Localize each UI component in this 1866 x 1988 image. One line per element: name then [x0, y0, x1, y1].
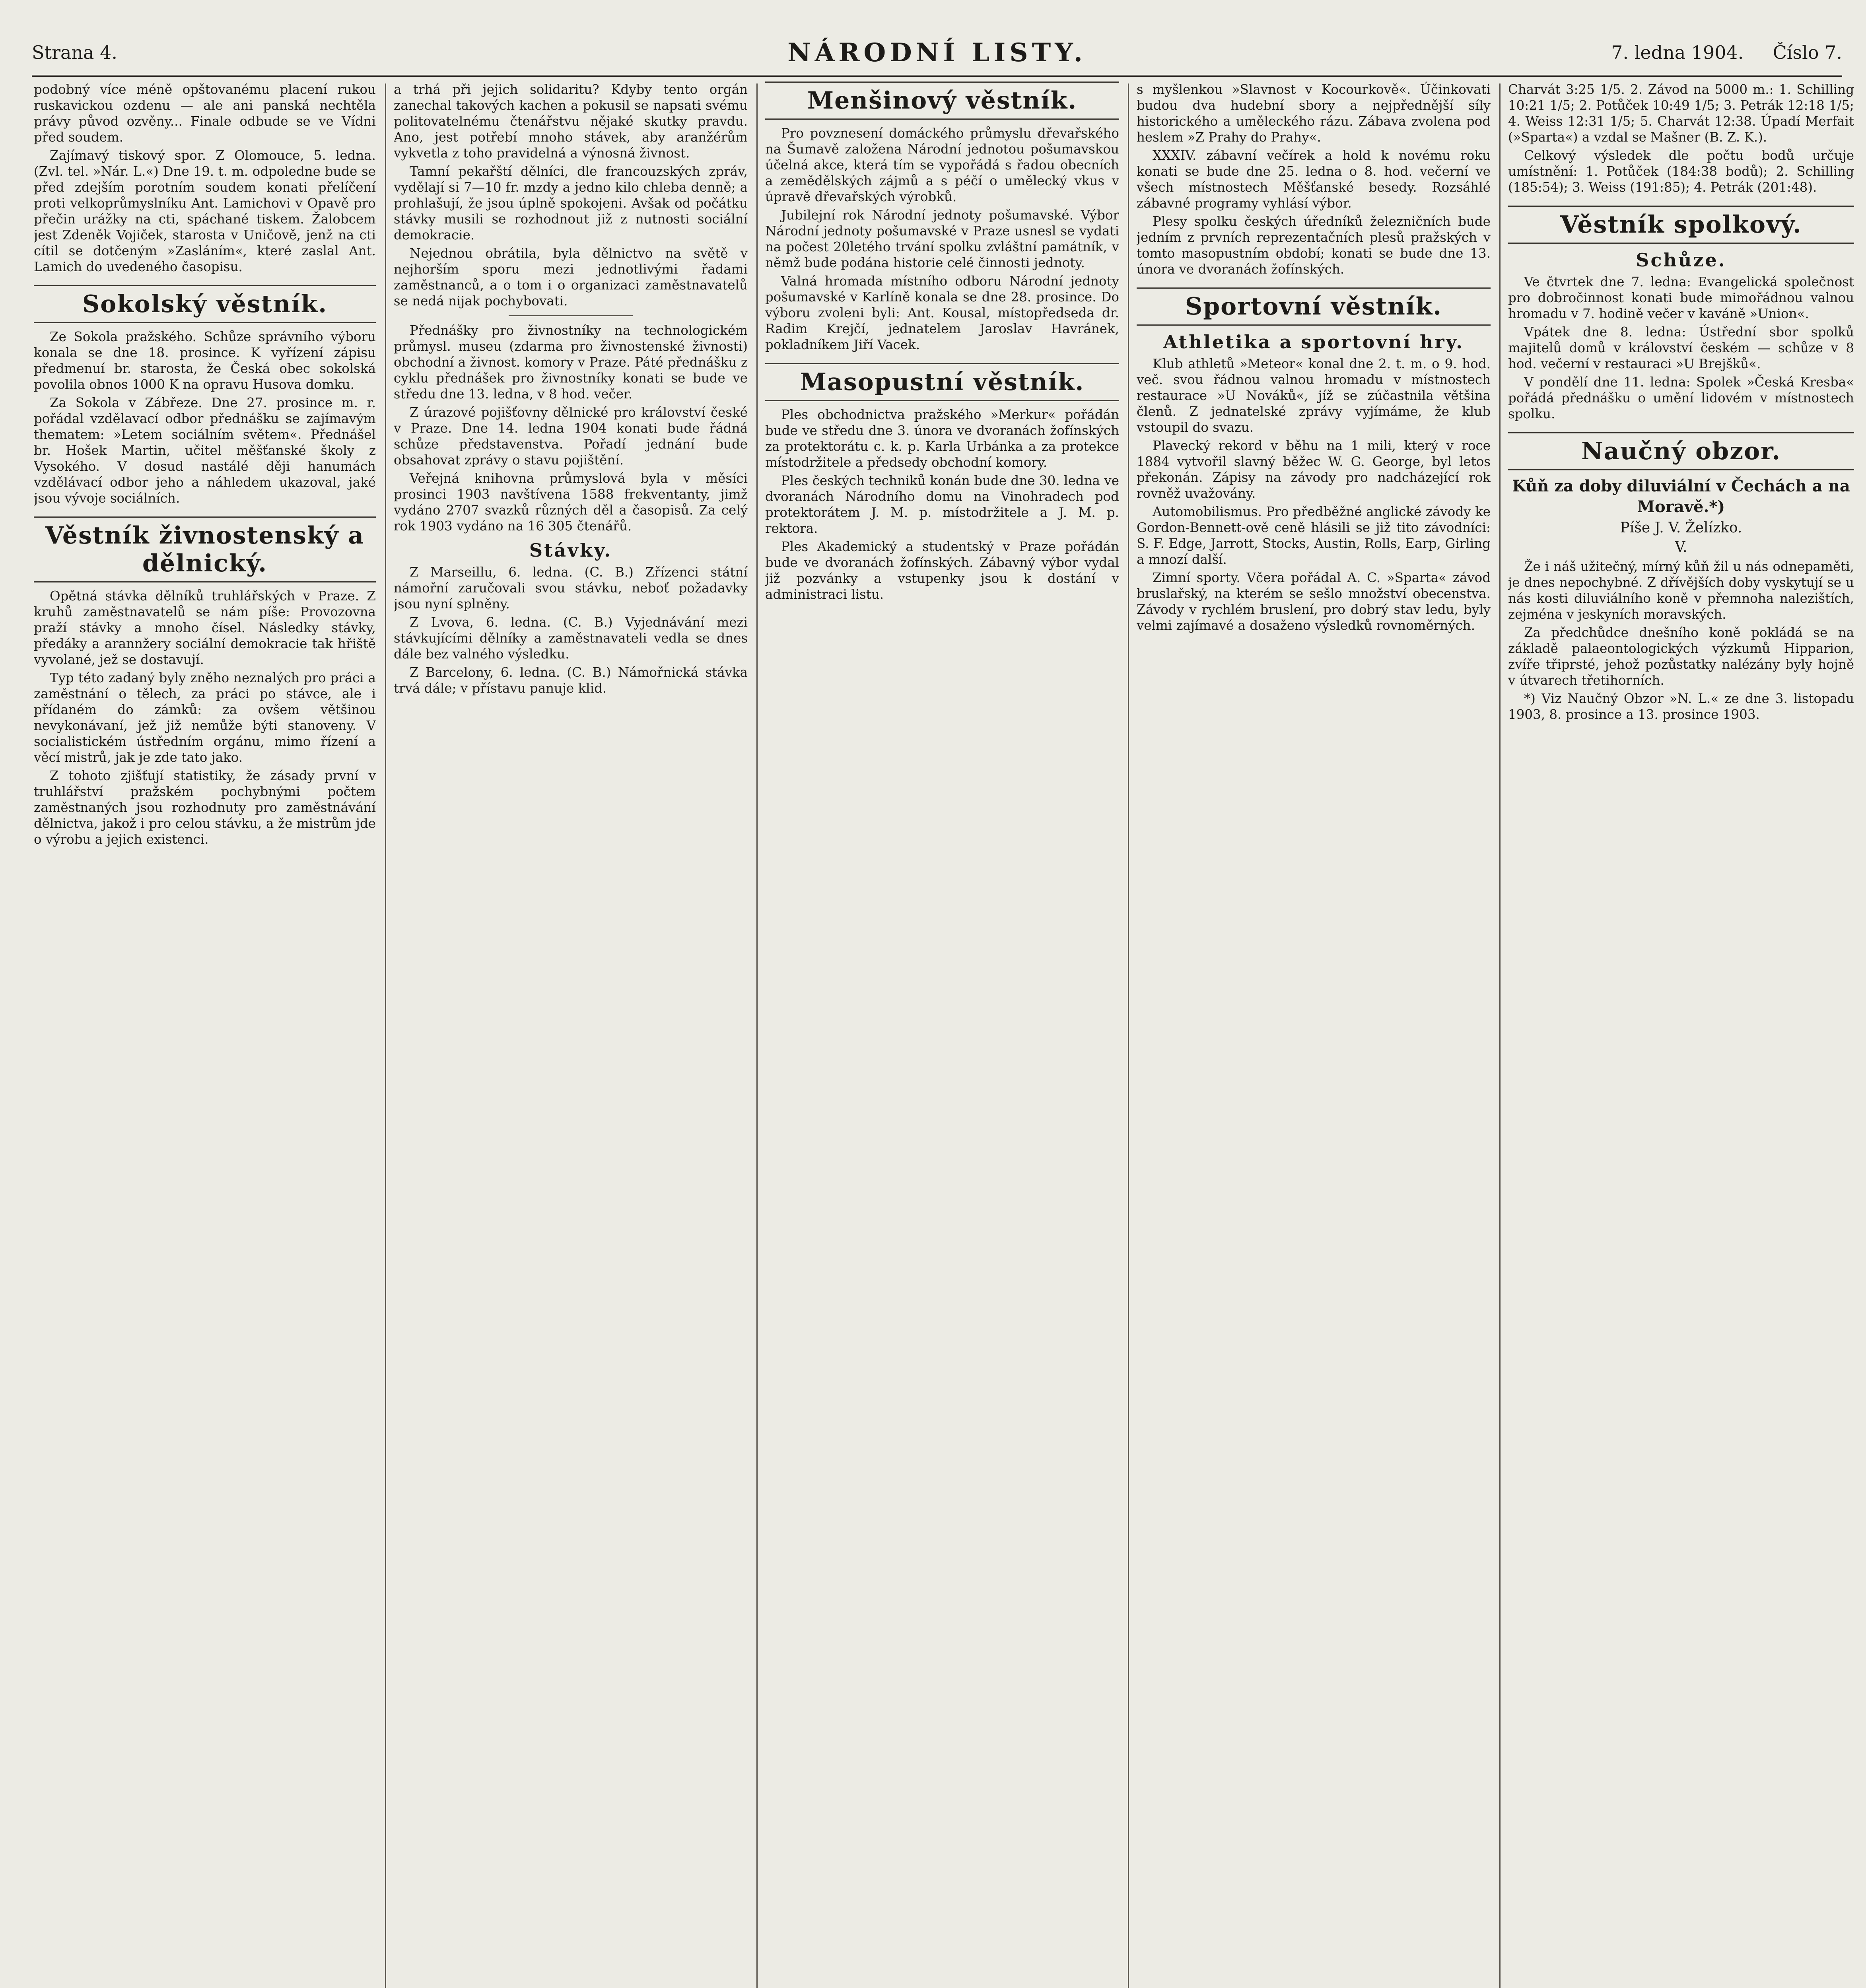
column-divider	[756, 83, 758, 1988]
article-paragraph: Zimní sporty. Včera pořádal A. C. »Sparta« závod bruslařský, na kterém se sešlo množství obecenstva. Závody v rychlém bruslení, pro dobrý stav ledu, byly velmi zajímavé a dosaženo výsledků rovnoměrných.	[1137, 570, 1491, 633]
article-footnote: *) Viz Naučný Obzor »N. L.« ze dne 3. listopadu 1903, 8. prosince a 13. prosince 1903.	[1508, 691, 1854, 722]
article-paragraph: Z Lvova, 6. ledna. (C. B.) Vyjednávání mezi stávkujícími dělníky a zaměstnavateli vedla se dnes dále bez valného výsledku.	[394, 615, 748, 662]
article-paragraph: Ze Sokola pražského. Schůze správního výboru konala se dne 18. prosince. K vyřízení zápisu předmenuí br. starosta, že Česká obec sokolská povolila obnos 1000 K na opravu Husova domku.	[34, 329, 376, 392]
article-paragraph: s myšlenkou »Slavnost v Kocourkově«. Účinkovati budou dva hudební sbory a nejpřednější síly historického a uměleckého rázu. Zábava zvolena pod heslem »Z Prahy do Prahy«.	[1137, 82, 1491, 145]
article-paragraph: Klub athletů »Meteor« konal dne 2. t. m. o 9. hod. več. svou řádnou valnou hromadu v místnostech restaurace »U Nováků«, jíž se zúčastnila většina členů. Z jednatelské zprávy vyjímáme, že klub vstoupil do svazu.	[1137, 356, 1491, 435]
column-2	[394, 82, 748, 1988]
article-paragraph: XXXIV. zábavní večírek a hold k novému roku konati se bude dne 25. ledna o 8. hod. večerní ve všech místnostech Měšťanské besedy. Rozsáhlé zábavné programy vyhlásí výbor.	[1137, 148, 1491, 211]
article-paragraph: Vpátek dne 8. ledna: Ústřední sbor spolků majitelů domů v království českém — schůze v 8 hod. večerní v restauraci »U Brejšků«.	[1508, 324, 1854, 371]
column-divider	[385, 83, 386, 1988]
article-paragraph: Celkový výsledek dle počtu bodů určuje umístnění: 1. Potůček (184:38 bodů); 2. Schilling (185:54); 3. Weiss (191:85); 4. Petrák (201:48).	[1508, 148, 1854, 195]
article-paragraph: Za předchůdce dnešního koně pokládá se na základě palaeontologických výzkumů Hipparion, zvíře třiprsté, jehož pozůstatky nalézány byly hojně v útvarech třetihorních.	[1508, 625, 1854, 688]
column-4	[1137, 82, 1491, 1988]
article-paragraph: Tamní pekařští dělníci, dle francouzských zpráv, vydělají si 7—10 fr. mzdy a jedno kilo chleba denně; a prohlašují, že jsou úplně spokojeni. Avšak od počátku stávky musili se rozhodnout již z nutnosti sociální demokracie.	[394, 164, 748, 243]
column-divider	[1499, 83, 1501, 1988]
article-paragraph: Zajímavý tiskový spor. Z Olomouce, 5. ledna. (Zvl. tel. »Nár. L.«) Dne 19. t. m. odpoledne bude se před zdejším porotním soudem konati přelíčení proti velkoprůmyslníku Ant. Lamichovi v Opavě pro přečin urážky na cti, spáchané tiskem. Žalobcem jest Zdeněk Vojiček, starosta v Uničově, jenž na cti cítil se dotčeným »Zasláním«, které zaslal Ant. Lamich do uvedeného časopisu.	[34, 148, 376, 274]
section-title-minority: Menšinový věstník.	[765, 82, 1119, 120]
article-paragraph: Z tohoto zjišťují statistiky, že zásady první v truhlářství pražském pochybnými počtem zaměstnaných jsou rozhodnuty pro zaměstnávání dělnictva, jakož i pro celou stávku, a že mistrům jde o výrobu a jejich existenci.	[34, 768, 376, 847]
issue-date: 7. ledna 1904.	[1611, 42, 1744, 63]
article-paragraph: Plavecký rekord v běhu na 1 mili, který v roce 1884 vytvořil slavný běžec W. G. George, byl letos překonán. Zápisy na závody pro nadcházející rok rovněž uvažovány.	[1137, 438, 1491, 501]
article-part-number: V.	[1675, 539, 1687, 555]
article-title: Kůň za doby diluviální v Čechách a na Moravě.*)	[1512, 477, 1850, 516]
article-paragraph: Ples Akademický a studentský v Praze pořádán bude ve dvoranách žofínských. Zábavný výbor vydal již pozvánky a vstupenky jsou k dostání v administraci listu.	[765, 539, 1119, 602]
column-3	[765, 82, 1119, 1988]
article-paragraph: Pro povznesení domáckého průmyslu dřevařského na Šumavě založena Národní jednotou pošumavskou účelná akce, která tím se vypořádá s řadou obecních a zemědělských zájmů a s péčí o umělecký vkus v úpravě dřevařských výrobků.	[765, 126, 1119, 204]
article-byline: Píše J. V. Želízko.	[1620, 520, 1742, 536]
article-paragraph: Z úrazové pojišťovny dělnické pro království české v Praze. Dne 14. ledna 1904 konati bude řádná schůze představenstva. Pořadí jednání bude obsahovat zprávy o stavu pojištění.	[394, 405, 748, 468]
article-paragraph: Ve čtvrtek dne 7. ledna: Evangelická společnost pro dobročinnost konati bude mimořádnou valnou hromadu v 7. hodině večer v kaváně »Union«.	[1508, 274, 1854, 321]
section-title-science: Naučný obzor.	[1508, 432, 1854, 470]
header-rule	[32, 75, 1842, 77]
article-paragraph: Za Sokola v Zábřeze. Dne 27. prosince m. r. pořádal vzdělavací odbor přednášku se zajímavým thematem: »Letem sociálním světem«. Přednášel br. Hošek Martin, učitel měšťanské školy z Vysokého. V dosud nastálé ději hanumách vzdělávací odbor jeho a náhledem ukazoval, jaké jsou vývoje sociálních.	[34, 395, 376, 506]
article-paragraph: Veřejná knihovna průmyslová byla v měsíci prosinci 1903 navštívena 1588 frekventanty, jimž vydáno 2707 svazků různých děl a časopisů. Za celý rok 1903 vydáno na 16 305 čtenářů.	[394, 471, 748, 534]
column-divider	[1128, 83, 1129, 1988]
section-subtitle-athletics: Athletika a sportovní hry.	[1163, 331, 1464, 353]
article-paragraph: Ples obchodnictva pražského »Merkur« pořádán bude ve středu dne 3. února ve dvoranách žofínských za protektorátu c. k. p. Karla Urbánka a za protekce místodržitele a předsedy obchodní komory.	[765, 407, 1119, 470]
article-paragraph: Typ této zadaný byly zněho neznalých pro práci a zaměstnání o tělech, za práci po stávce, ale i přídaném do zámků: za ovšem většinou nevykonávaní, jež již nemůže býti stanoveny. V socialistickém ústředním orgánu, mimo řízení a věcí mistrů, jak je zde tato jako.	[34, 670, 376, 765]
article-paragraph: Že i náš užitečný, mírný kůň žil u nás odnepaměti, je dnes nepochybné. Z dřívějších doby vyskytují se u nás kosti diluviálního koně v přemnoha nalezištích, zejména v jeskyních moravských.	[1508, 559, 1854, 622]
section-subtitle-meetings: Schůze.	[1636, 249, 1726, 271]
article-paragraph: Z Marseillu, 6. ledna. (C. B.) Zřízenci státní námořní zaručovali svou stávku, neboť požadavky jsou nyní splněny.	[394, 565, 748, 612]
article-paragraph: Jubilejní rok Národní jednoty pošumavské. Výbor Národní jednoty pošumavské v Praze usnesl se vydati na počest 20letého trvání spolku zvláštní památník, v němž bude podána historie celé činnosti jednoty.	[765, 208, 1119, 270]
section-title-clubs: Věstník spolkový.	[1508, 206, 1854, 244]
section-title-strikes: Stávky.	[529, 540, 612, 561]
page-header	[32, 38, 1842, 74]
section-title-sokol: Sokolský věstník.	[34, 285, 376, 323]
article-paragraph: Nejednou obrátila, byla dělnictvo na světě v nejhorším sporu mezi jednotlivými řadami zaměstnanců, a o tom i o organizaci zaměstnavatelů se nedá nijak pochybovati.	[394, 246, 748, 309]
section-title-trade: Věstník živnostenský a dělnický.	[34, 516, 376, 582]
section-title-sport: Sportovní věstník.	[1137, 287, 1491, 326]
masthead: NÁRODNÍ LISTY.	[787, 38, 1087, 68]
issue-number: Číslo 7.	[1773, 42, 1842, 63]
article-paragraph: Charvát 3:25 1/5. 2. Závod na 5000 m.: 1. Schilling 10:21 1/5; 2. Potůček 10:49 1/5; 3. Petrák 12:18 1/5; 4. Weiss 12:31 1/5; 5. Charvát 12:38. Úpadí Merfait (»Sparta«) a vzdal se Mašner (B. Z. K.).	[1508, 82, 1854, 145]
article-paragraph: Přednášky pro živnostníky na technologickém průmysl. museu (zdarma pro živnostenské živnosti) obchodní a živnost. komory v Praze. Páté přednášku z cyklu přednášek pro živnostníky konati se bude ve středu dne 13. ledna, v 8 hod. večer.	[394, 323, 748, 402]
article-paragraph: V pondělí dne 11. ledna: Spolek »Česká Kresba« pořádá přednášku o umění lidovém v místnostech spolku.	[1508, 375, 1854, 421]
section-title-carnival: Masopustní věstník.	[765, 363, 1119, 401]
article-paragraph: Valná hromada místního odboru Národní jednoty pošumavské v Karlíně konala se dne 28. prosince. Do výboru zvoleni byli: Ant. Kousal, místopředseda dr. Radim Krejčí, jednatelem Jaroslav Havránek, pokladníkem Jiří Vacek.	[765, 274, 1119, 352]
separator	[509, 315, 633, 316]
article-paragraph: Plesy spolku českých úředníků železničních bude jedním z prvních reprezentačních plesů pražských v tomto masopustním období; konati se bude dne 13. února ve dvoranách žofínských.	[1137, 214, 1491, 277]
issue-info	[1611, 42, 1842, 63]
article-paragraph: Automobilismus. Pro předběžné anglické závody ke Gordon-Bennett-ově ceně hlásili se již tito závodníci: S. F. Edge, Jarrott, Stocks, Austin, Rolls, Earp, Girling a mnozí další.	[1137, 504, 1491, 567]
article-paragraph: Opětná stávka dělníků truhlářských v Praze. Z kruhů zaměstnavatelů se nám píše: Provozovna praží stávky a mnoho čísel. Následky stávky, předáky a arannžery sociální demokracie tak hřiště vyvolané, jež se dostavují.	[34, 588, 376, 667]
column-5	[1508, 82, 1854, 1988]
article-paragraph: Z Barcelony, 6. ledna. (C. B.) Námořnická stávka trvá dále; v přístavu panuje klid.	[394, 665, 748, 696]
page-number: Strana 4.	[32, 42, 117, 63]
article-paragraph: a trhá při jejich solidaritu? Kdyby tento orgán zanechal takových kachen a pokusil se napsati svému politovatelnému čtenářstvu nějaké skutky pravdu. Ano, jest potřebí mnoho stávek, aby aranžérům vykvetla z toho pravidelná a výnosná živnost.	[394, 82, 748, 161]
article-paragraph: podobný více méně opštovanému placení rukou ruskavickou ozdenu — ale ani panská nechtěla právy původ ozvěny... Finale odbude se ve Vídni před soudem.	[34, 82, 376, 145]
column-1	[34, 82, 376, 1988]
article-paragraph: Ples českých techniků konán bude dne 30. ledna ve dvoranách Národního domu na Vinohradech pod protektorátem J. M. p. místodržitele a J. M. p. rektora.	[765, 473, 1119, 536]
